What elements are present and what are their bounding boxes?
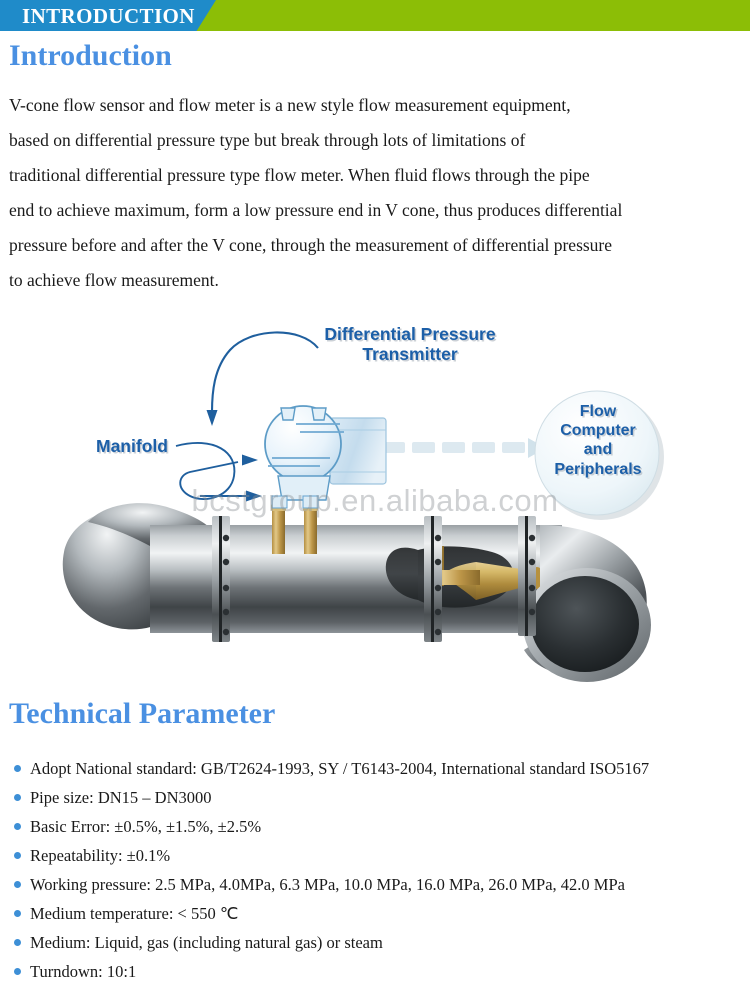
pipe-flange-right2	[518, 516, 536, 636]
paragraph-line: V-cone flow sensor and flow meter is a new style flow measurement equipment,	[9, 95, 571, 115]
list-item-label: Basic Error: ±0.5%, ±1.5%, ±2.5%	[30, 817, 262, 836]
flow-computer-label-line1: Flow	[579, 403, 617, 420]
technical-parameter-list	[9, 756, 739, 988]
pipe-flange-right	[424, 516, 442, 642]
bullet-dot-icon	[14, 939, 21, 946]
list-item	[9, 930, 739, 959]
list-item-label: Working pressure: 2.5 MPa, 4.0MPa, 6.3 MPa, 10.0 MPa, 16.0 MPa, 26.0 MPa, 42.0 MPa	[30, 875, 625, 894]
bullet-dot-icon	[14, 765, 21, 772]
list-item-label: Adopt National standard: GB/T2624-1993, SY / T6143-2004, International standard ISO5167	[30, 759, 650, 778]
alibaba-watermark: bcstgroup.en.alibaba.com	[191, 483, 559, 518]
transmitter-label-line1: Differential Pressure	[324, 324, 496, 344]
pipe-flange-left	[212, 516, 230, 642]
bullet-dot-icon	[14, 823, 21, 830]
manifold-leader-arrow	[176, 443, 262, 502]
manifold-label: Manifold	[96, 436, 168, 456]
bullet-dot-icon	[14, 852, 21, 859]
list-item-label: Pipe size: DN15 – DN3000	[30, 788, 212, 807]
bullet-dot-icon	[14, 881, 21, 888]
pipe-open-end	[523, 568, 651, 682]
flow-computer-label	[536, 402, 660, 479]
list-item	[9, 756, 739, 785]
bullet-dot-icon	[14, 968, 21, 975]
flow-computer-label-line2: Computer	[560, 422, 636, 440]
list-item-label: Medium temperature: < 550 ℃	[30, 904, 239, 923]
transmitter-label	[320, 325, 500, 364]
banner-title: INTRODUCTION	[22, 4, 195, 28]
introduction-heading: Introduction	[9, 39, 172, 72]
paragraph-line: end to achieve maximum, form a low pressure end in V cone, thus produces differential	[9, 200, 623, 220]
flow-computer-label-line3: and	[583, 441, 613, 459]
differential-pressure-transmitter	[265, 406, 386, 508]
pipe-assembly	[63, 503, 651, 682]
page-header-banner	[0, 0, 750, 31]
paragraph-line: based on differential pressure type but break through lots of limitations of	[9, 130, 526, 150]
list-item	[9, 785, 739, 814]
list-item-label: Repeatability: ±0.1%	[30, 846, 171, 865]
list-item	[9, 872, 739, 901]
signal-dashed-arrow	[382, 438, 546, 458]
introduction-paragraph	[9, 88, 721, 298]
bullet-dot-icon	[14, 910, 21, 917]
list-item	[9, 814, 739, 843]
technical-parameter-heading: Technical Parameter	[9, 697, 276, 730]
flow-computer-label-line4: Peripherals	[554, 460, 642, 478]
list-item-label: Turndown: 10:1	[30, 962, 137, 981]
transmitter-label-line2: Transmitter	[362, 343, 458, 364]
bullet-dot-icon	[14, 794, 21, 801]
list-item	[9, 901, 739, 930]
list-item-label: Medium: Liquid, gas (including natural gas) or steam	[30, 933, 383, 952]
list-item	[9, 959, 739, 988]
paragraph-line: traditional differential pressure type flow meter. When fluid flows through the pipe	[9, 165, 590, 185]
list-item	[9, 843, 739, 872]
paragraph-line: to achieve flow measurement.	[9, 270, 219, 290]
paragraph-line: pressure before and after the V cone, through the measurement of differential pressure	[9, 235, 613, 255]
